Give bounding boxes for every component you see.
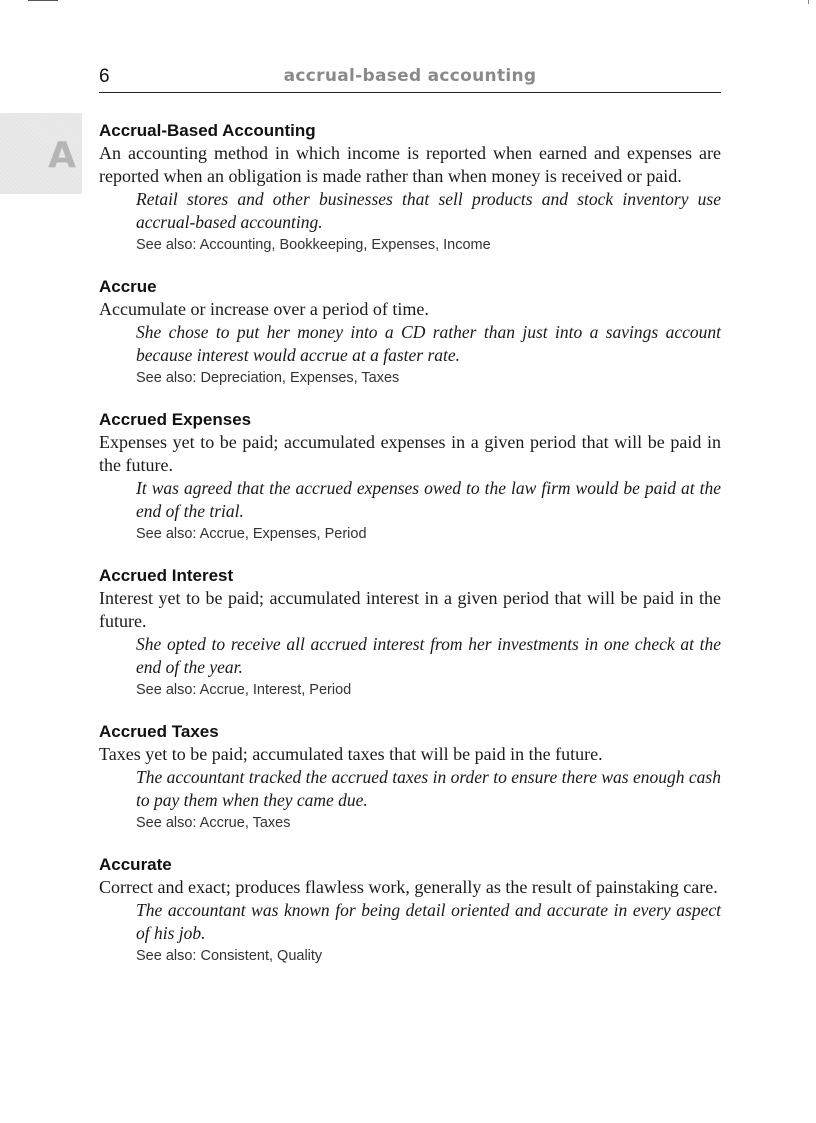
entry-example: The accountant was known for being detail oriented and accurate in every aspect of his job. bbox=[136, 900, 721, 943]
glossary-entries bbox=[99, 120, 721, 987]
entry-term: Accurate bbox=[99, 855, 172, 874]
entry-term: Accrue bbox=[99, 277, 157, 296]
entry-definition: Accumulate or increase over a period of time. bbox=[99, 299, 429, 319]
entry-example: She opted to receive all accrued interest from her investments in one check at the end of the year. bbox=[136, 634, 721, 677]
entry-definition: An accounting method in which income is reported when earned and expenses are reported when an obligation is made rather than when money is received or paid. bbox=[99, 143, 721, 186]
entry-term: Accrued Taxes bbox=[99, 722, 219, 741]
glossary-entry bbox=[99, 854, 721, 967]
entry-see-also: See also: Depreciation, Expenses, Taxes bbox=[136, 370, 400, 386]
entry-term: Accrued Expenses bbox=[99, 410, 252, 429]
crop-mark-right bbox=[808, 0, 809, 4]
glossary-entry bbox=[99, 120, 721, 256]
entry-definition: Expenses yet to be paid; accumulated expenses in a given period that will be paid in the future. bbox=[99, 432, 721, 475]
entry-example: It was agreed that the accrued expenses owed to the law firm would be paid at the end of the trial. bbox=[136, 478, 721, 521]
entry-term: Accrual-Based Accounting bbox=[99, 121, 316, 140]
entry-example: The accountant tracked the accrued taxes in order to ensure there was enough cash to pay them when they came due. bbox=[136, 767, 721, 810]
entry-definition: Correct and exact; produces flawless work, generally as the result of painstaking care. bbox=[99, 877, 718, 897]
glossary-entry bbox=[99, 721, 721, 834]
entry-see-also: See also: Accrue, Interest, Period bbox=[136, 682, 352, 698]
running-head: accrual-based accounting bbox=[283, 66, 537, 86]
thumb-index-letter: A bbox=[48, 135, 76, 176]
glossary-entry bbox=[99, 409, 721, 545]
glossary-entry bbox=[99, 276, 721, 389]
page-header bbox=[99, 62, 721, 93]
entry-definition: Taxes yet to be paid; accumulated taxes that will be paid in the future. bbox=[99, 744, 603, 764]
entry-see-also: See also: Accrue, Expenses, Period bbox=[136, 526, 367, 542]
entry-term: Accrued Interest bbox=[99, 566, 234, 585]
glossary-entry bbox=[99, 565, 721, 701]
entry-example: Retail stores and other businesses that sell products and stock inventory use accrual-based accounting. bbox=[136, 189, 721, 232]
entry-see-also: See also: Consistent, Quality bbox=[136, 948, 323, 964]
entry-see-also: See also: Accounting, Bookkeeping, Expenses, Income bbox=[136, 237, 491, 253]
crop-mark bbox=[28, 0, 58, 1]
entry-see-also: See also: Accrue, Taxes bbox=[136, 815, 291, 831]
entry-example: She chose to put her money into a CD rather than just into a savings account because interest would accrue at a faster rate. bbox=[136, 322, 721, 365]
page-number: 6 bbox=[99, 66, 110, 87]
entry-definition: Interest yet to be paid; accumulated interest in a given period that will be paid in the future. bbox=[99, 588, 721, 631]
